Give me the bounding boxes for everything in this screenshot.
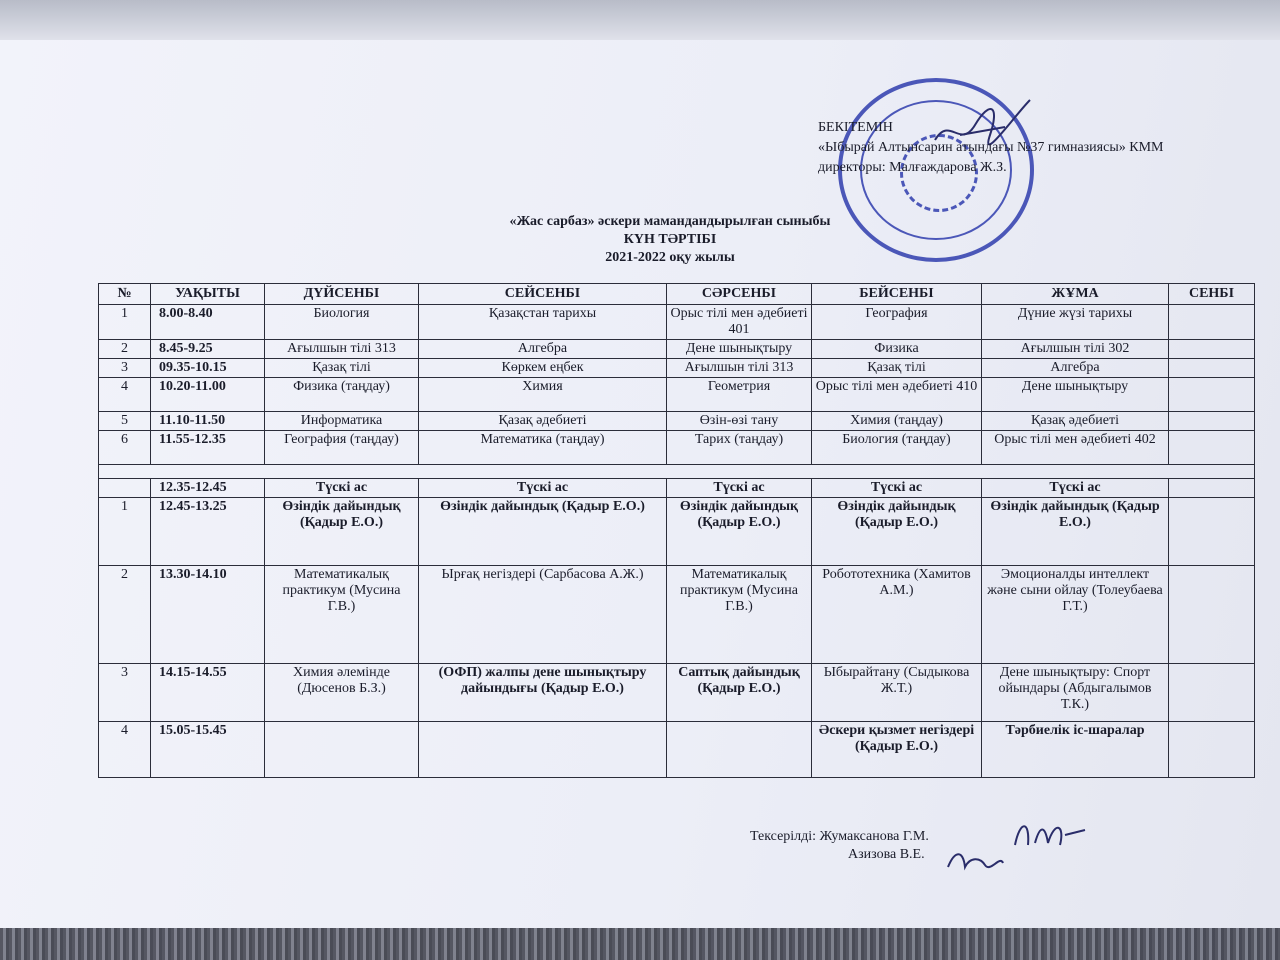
approval-block bbox=[818, 118, 1164, 178]
lesson-cell: Өзіндік дайындық (Қадыр Е.О.) bbox=[419, 498, 667, 566]
lesson-cell: Ағылшын тілі 313 bbox=[265, 340, 419, 359]
lesson-cell: Өзіндік дайындық (Қадыр Е.О.) bbox=[667, 498, 812, 566]
spacer-row bbox=[99, 465, 1255, 479]
lesson-number: 3 bbox=[99, 359, 151, 378]
lesson-cell: Өзіндік дайындық (Қадыр Е.О.) bbox=[812, 498, 982, 566]
lesson-cell bbox=[1169, 722, 1255, 778]
lesson-time: 09.35-10.15 bbox=[151, 359, 265, 378]
class-name: «Жас сарбаз» әскери мамандандырылған сыныбы bbox=[509, 214, 831, 229]
table-row bbox=[99, 431, 1255, 465]
lesson-cell: Математика (таңдау) bbox=[419, 431, 667, 465]
lesson-cell: Әскери қызмет негіздері (Қадыр Е.О.) bbox=[812, 722, 982, 778]
school-name: «Ыбырай Алтынсарин атындағы №37 гимназиясы» КММ bbox=[818, 140, 1164, 155]
lesson-cell bbox=[1169, 305, 1255, 340]
checker-2: Азизова В.Е. bbox=[848, 847, 925, 862]
lesson-cell: Дүние жүзі тарихы bbox=[982, 305, 1169, 340]
lesson-cell: Өзін-өзі тану bbox=[667, 412, 812, 431]
lesson-cell: Тәрбиелік іс-шаралар bbox=[982, 722, 1169, 778]
table-row bbox=[99, 566, 1255, 664]
header-cell: БЕЙСЕНБІ bbox=[812, 284, 982, 305]
lesson-time: 8.00-8.40 bbox=[151, 305, 265, 340]
lesson-cell: Қазақ тілі bbox=[812, 359, 982, 378]
lesson-cell: Алгебра bbox=[419, 340, 667, 359]
lesson-cell: Химия bbox=[419, 378, 667, 412]
lesson-time: 14.15-14.55 bbox=[151, 664, 265, 722]
lesson-cell: Дене шынықтыру bbox=[982, 378, 1169, 412]
lesson-cell: Биология (таңдау) bbox=[812, 431, 982, 465]
header-cell: СӘРСЕНБІ bbox=[667, 284, 812, 305]
document-titles bbox=[100, 213, 1240, 267]
schedule-table bbox=[98, 283, 1255, 778]
lesson-cell bbox=[1169, 664, 1255, 722]
table-row bbox=[99, 359, 1255, 378]
lesson-cell: Өзіндік дайындық (Қадыр Е.О.) bbox=[265, 498, 419, 566]
table-row bbox=[99, 664, 1255, 722]
lesson-cell: Ыбырайтану (Сыдыкова Ж.Т.) bbox=[812, 664, 982, 722]
checker-1: Тексерілді: Жумаксанова Г.М. bbox=[750, 829, 929, 844]
lesson-number: 5 bbox=[99, 412, 151, 431]
header-row bbox=[99, 284, 1255, 305]
lesson-cell: Математикалық практикум (Мусина Г.В.) bbox=[667, 566, 812, 664]
lesson-number: 3 bbox=[99, 664, 151, 722]
lesson-cell: Саптық дайындық (Қадыр Е.О.) bbox=[667, 664, 812, 722]
table-row bbox=[99, 340, 1255, 359]
director-line: директоры: Малғаждарова Ж.З. bbox=[818, 160, 1007, 175]
lesson-cell: Түскі ас bbox=[812, 479, 982, 498]
lesson-cell: Қазақ тілі bbox=[265, 359, 419, 378]
document-title: КҮН ТӘРТІБІ bbox=[623, 232, 717, 247]
lesson-cell bbox=[1169, 359, 1255, 378]
lesson-cell: Орыс тілі мен әдебиеті 402 bbox=[982, 431, 1169, 465]
lesson-time: 12.35-12.45 bbox=[151, 479, 265, 498]
lesson-time: 11.55-12.35 bbox=[151, 431, 265, 465]
top-shadow bbox=[0, 0, 1280, 40]
lesson-cell: Химия әлемінде (Дюсенов Б.З.) bbox=[265, 664, 419, 722]
lesson-time: 8.45-9.25 bbox=[151, 340, 265, 359]
lesson-number: 6 bbox=[99, 431, 151, 465]
lesson-time: 11.10-11.50 bbox=[151, 412, 265, 431]
lesson-cell: Түскі ас bbox=[419, 479, 667, 498]
lesson-cell: Дене шынықтыру: Спорт ойындары (Абдыгалымов Т.К.) bbox=[982, 664, 1169, 722]
spacer-cell bbox=[99, 465, 1255, 479]
header-cell: СЕНБІ bbox=[1169, 284, 1255, 305]
lesson-cell bbox=[667, 722, 812, 778]
lesson-cell: Орыс тілі мен әдебиеті 410 bbox=[812, 378, 982, 412]
table-row bbox=[99, 722, 1255, 778]
lesson-cell: Физика (таңдау) bbox=[265, 378, 419, 412]
academic-year: 2021-2022 оқу жылы bbox=[605, 250, 735, 265]
lesson-cell: Биология bbox=[265, 305, 419, 340]
lesson-cell bbox=[265, 722, 419, 778]
header-cell: ЖҰМА bbox=[982, 284, 1169, 305]
header-cell: УАҚЫТЫ bbox=[151, 284, 265, 305]
lesson-cell: Геометрия bbox=[667, 378, 812, 412]
checker-signature-1 bbox=[1010, 815, 1090, 855]
lesson-cell: Эмоционалды интеллект және сыни ойлау (Толеубаева Г.Т.) bbox=[982, 566, 1169, 664]
lesson-cell: География (таңдау) bbox=[265, 431, 419, 465]
lesson-cell: (ОФП) жалпы дене шынықтыру дайындығы (Қадыр Е.О.) bbox=[419, 664, 667, 722]
lesson-cell bbox=[1169, 340, 1255, 359]
lesson-cell bbox=[1169, 431, 1255, 465]
table-row bbox=[99, 412, 1255, 431]
lesson-time: 12.45-13.25 bbox=[151, 498, 265, 566]
lesson-cell: Түскі ас bbox=[265, 479, 419, 498]
lesson-number: 1 bbox=[99, 305, 151, 340]
lesson-cell bbox=[1169, 566, 1255, 664]
lesson-cell bbox=[419, 722, 667, 778]
lesson-time: 13.30-14.10 bbox=[151, 566, 265, 664]
lesson-cell: Физика bbox=[812, 340, 982, 359]
header-cell: СЕЙСЕНБІ bbox=[419, 284, 667, 305]
lesson-cell: Көркем еңбек bbox=[419, 359, 667, 378]
lesson-time: 10.20-11.00 bbox=[151, 378, 265, 412]
header-cell: ДҮЙСЕНБІ bbox=[265, 284, 419, 305]
lesson-cell: Ағылшын тілі 313 bbox=[667, 359, 812, 378]
lesson-cell bbox=[1169, 498, 1255, 566]
table-row bbox=[99, 305, 1255, 340]
lesson-cell: Қазақстан тарихы bbox=[419, 305, 667, 340]
lesson-cell bbox=[1169, 412, 1255, 431]
lesson-number: 2 bbox=[99, 340, 151, 359]
lesson-cell: Орыс тілі мен әдебиеті 401 bbox=[667, 305, 812, 340]
lesson-number: 4 bbox=[99, 722, 151, 778]
lesson-cell: Химия (таңдау) bbox=[812, 412, 982, 431]
lesson-number: 2 bbox=[99, 566, 151, 664]
lesson-cell: Алгебра bbox=[982, 359, 1169, 378]
lesson-number: 4 bbox=[99, 378, 151, 412]
lesson-cell bbox=[1169, 378, 1255, 412]
lesson-cell: Робототехника (Хамитов А.М.) bbox=[812, 566, 982, 664]
lesson-cell: Түскі ас bbox=[982, 479, 1169, 498]
lesson-cell: Дене шынықтыру bbox=[667, 340, 812, 359]
lesson-number bbox=[99, 479, 151, 498]
lesson-cell: Математикалық практикум (Мусина Г.В.) bbox=[265, 566, 419, 664]
bottom-edge bbox=[0, 928, 1280, 960]
lesson-cell: Ағылшын тілі 302 bbox=[982, 340, 1169, 359]
lesson-cell: Түскі ас bbox=[667, 479, 812, 498]
table-row bbox=[99, 498, 1255, 566]
approval-title: БЕКІТЕМІН bbox=[818, 120, 893, 135]
lesson-cell: Информатика bbox=[265, 412, 419, 431]
lesson-cell bbox=[1169, 479, 1255, 498]
lesson-number: 1 bbox=[99, 498, 151, 566]
lesson-cell: Қазақ әдебиеті bbox=[419, 412, 667, 431]
lesson-cell: Тарих (таңдау) bbox=[667, 431, 812, 465]
lesson-cell: География bbox=[812, 305, 982, 340]
table-row bbox=[99, 479, 1255, 498]
checked-by-block bbox=[750, 828, 1010, 864]
lesson-cell: Өзіндік дайындық (Қадыр Е.О.) bbox=[982, 498, 1169, 566]
header-cell: № bbox=[99, 284, 151, 305]
lesson-cell: Ырғақ негіздері (Сарбасова А.Ж.) bbox=[419, 566, 667, 664]
table-row bbox=[99, 378, 1255, 412]
lesson-cell: Қазақ әдебиеті bbox=[982, 412, 1169, 431]
lesson-time: 15.05-15.45 bbox=[151, 722, 265, 778]
